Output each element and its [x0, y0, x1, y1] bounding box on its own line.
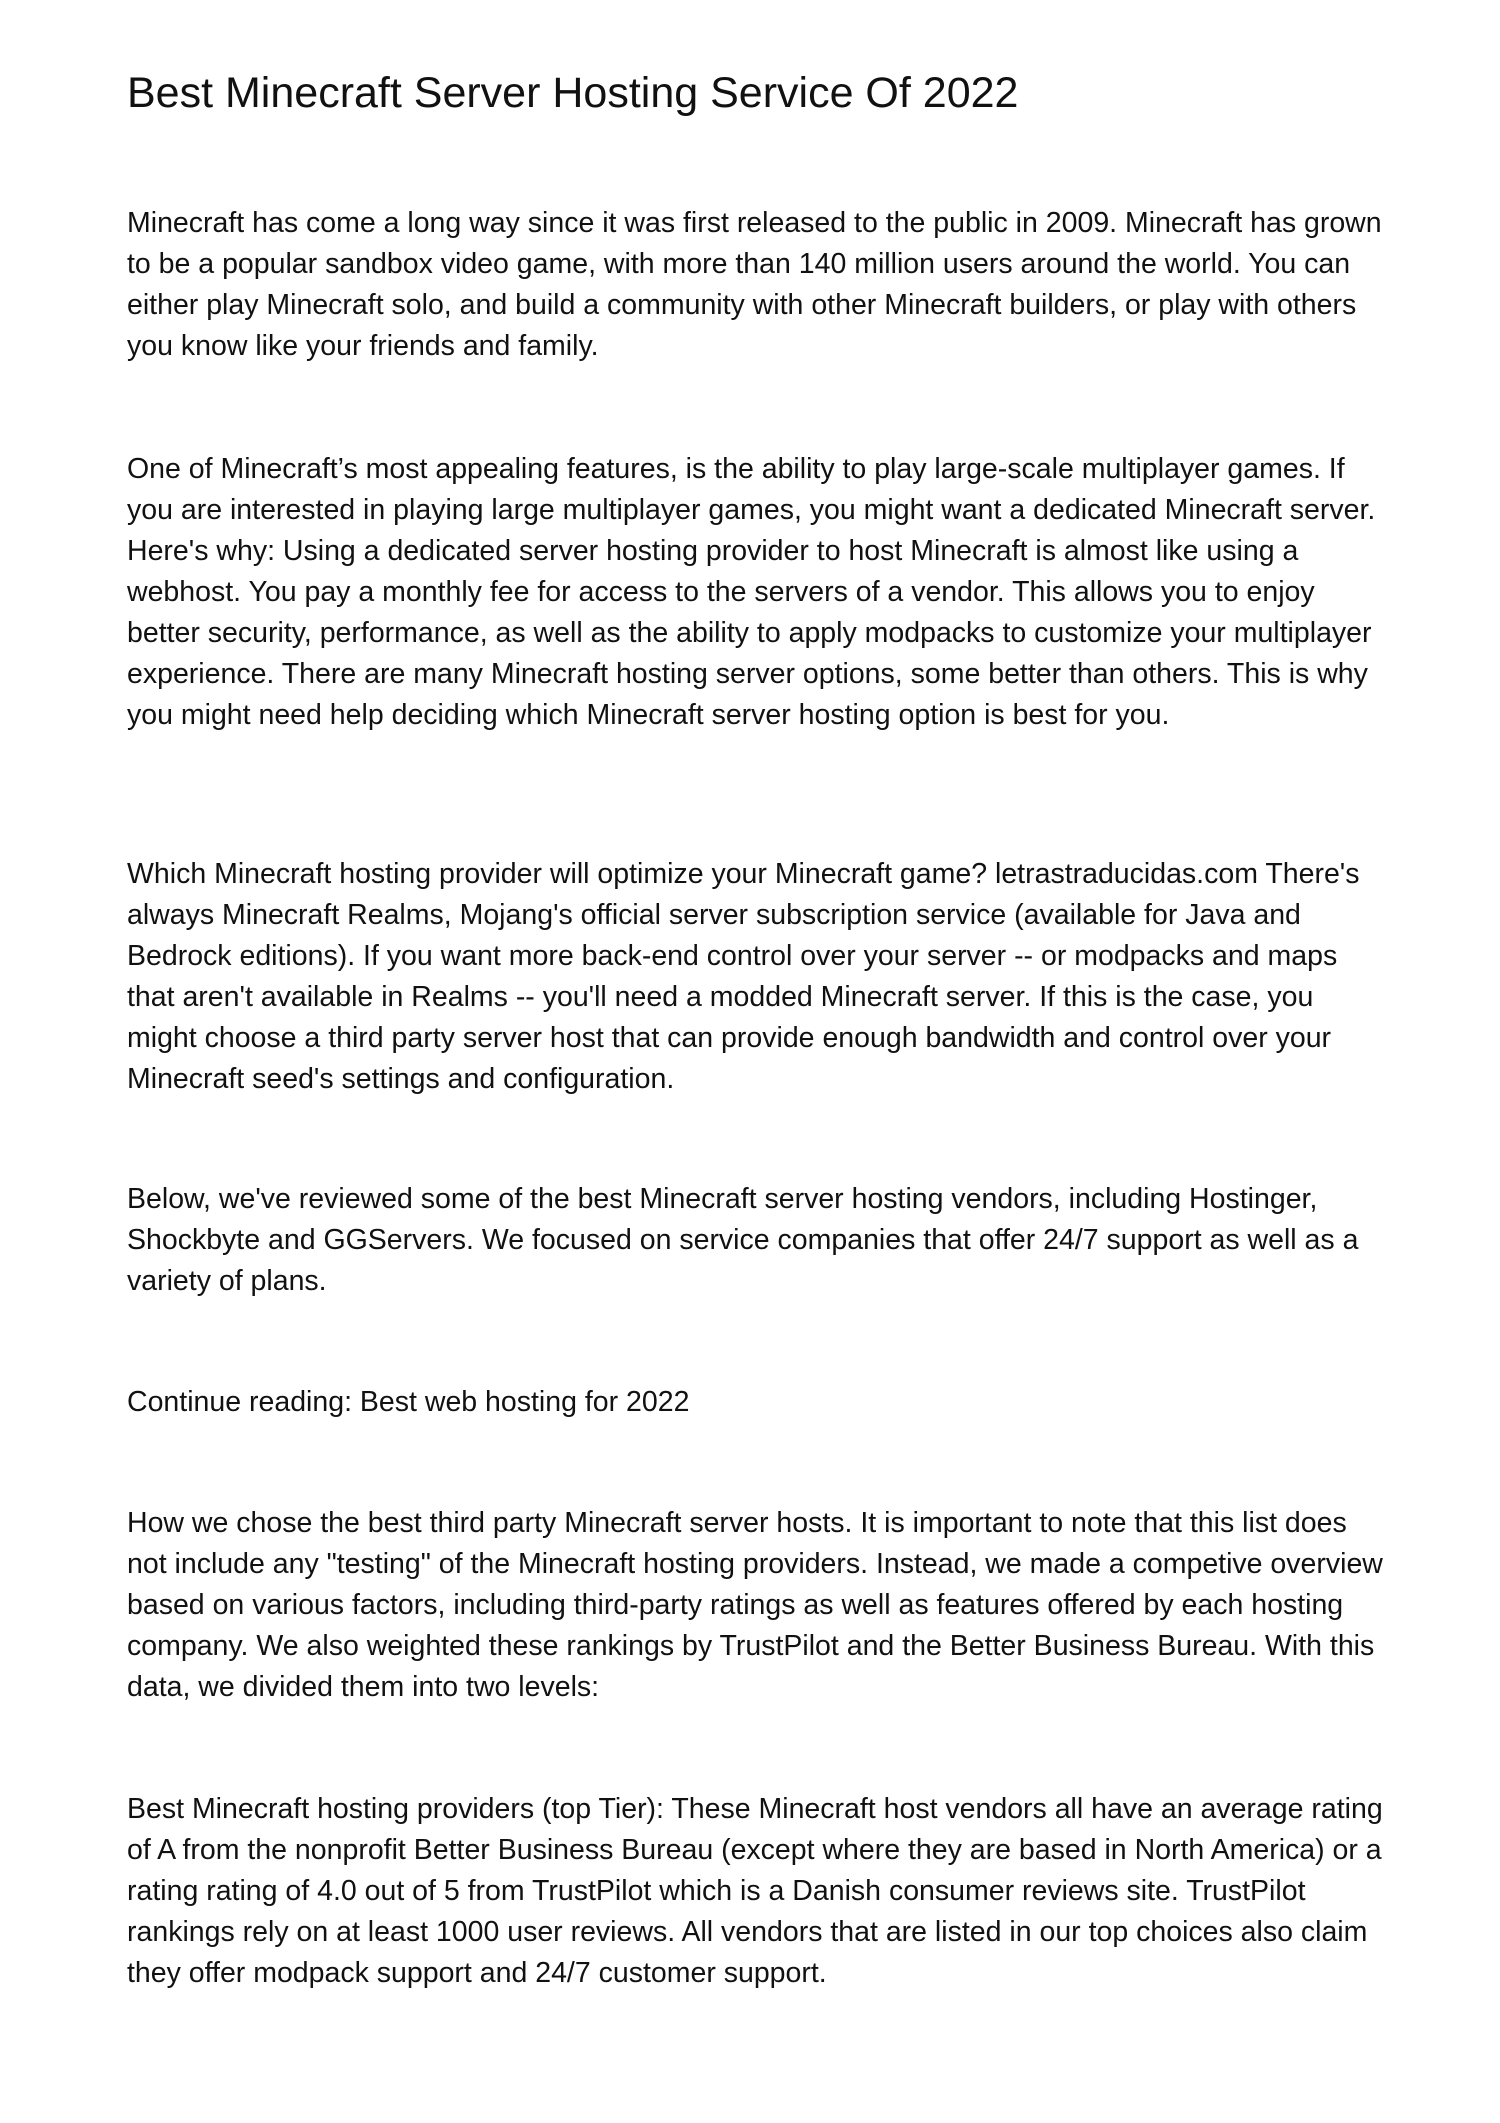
document-page	[127, 62, 1387, 1989]
paragraph-methodology: How we chose the best third party Minecraft server hosts. It is important to note that this list does not include any "testing" of the Minecraft hosting providers. Instead, we made a competive overview based on various factors, including third-party ratings as well as features offered by each hosting company. We also weighted these rankings by TrustPilot and the Better Business Bureau. With this data, we divided them into two levels:	[127, 1507, 1383, 1703]
paragraph-continue-reading: Continue reading: Best web hosting for 2022	[127, 1386, 690, 1418]
paragraph-multiplayer: One of Minecraft’s most appealing features, is the ability to play large-scale multiplayer games. If you are interested in playing large multiplayer games, you might want a dedicated Minecraft server. Here's why: Using a dedicated server hosting provider to host Minecraft is almost like using a webhost. You pay a monthly fee for access to the servers of a vendor. This allows you to enjoy better security, performance, as well as the ability to apply modpacks to customize your multiplayer experience. There are many Minecraft hosting server options, some better than others. This is why you might need help deciding which Minecraft server hosting option is best for you.	[127, 453, 1376, 731]
paragraph-reviewed-vendors: Below, we've reviewed some of the best Minecraft server hosting vendors, including Hostinger, Shockbyte and GGServers. We focused on service companies that offer 24/7 support as well as a variety of plans.	[127, 1183, 1359, 1297]
paragraph-top-tier: Best Minecraft hosting providers (top Tier): These Minecraft host vendors all have an average rating of A from the nonprofit Better Business Bureau (except where they are based in North America) or a rating rating of 4.0 out of 5 from TrustPilot which is a Danish consumer reviews site. TrustPilot rankings rely on at least 1000 user reviews. All vendors that are listed in our top choices also claim they offer modpack support and 24/7 customer support.	[127, 1793, 1383, 1989]
document-title: Best Minecraft Server Hosting Service Of 2022	[127, 69, 1019, 117]
paragraph-intro: Minecraft has come a long way since it was first released to the public in 2009. Minecraft has grown to be a popular sandbox video game, with more than 140 million users around the world. You can either play Minecraft solo, and build a community with other Minecraft builders, or play with others you know like your friends and family.	[127, 207, 1382, 362]
paragraph-hosting-provider: Which Minecraft hosting provider will optimize your Minecraft game? letrastraducidas.com There's always Minecraft Realms, Mojang's official server subscription service (available for Java and Bedrock editions). If you want more back-end control over your server -- or modpacks and maps that aren't available in Realms -- you'll need a modded Minecraft server. If this is the case, you might choose a third party server host that can provide enough bandwidth and control over your Minecraft seed's settings and configuration.	[127, 858, 1360, 1095]
